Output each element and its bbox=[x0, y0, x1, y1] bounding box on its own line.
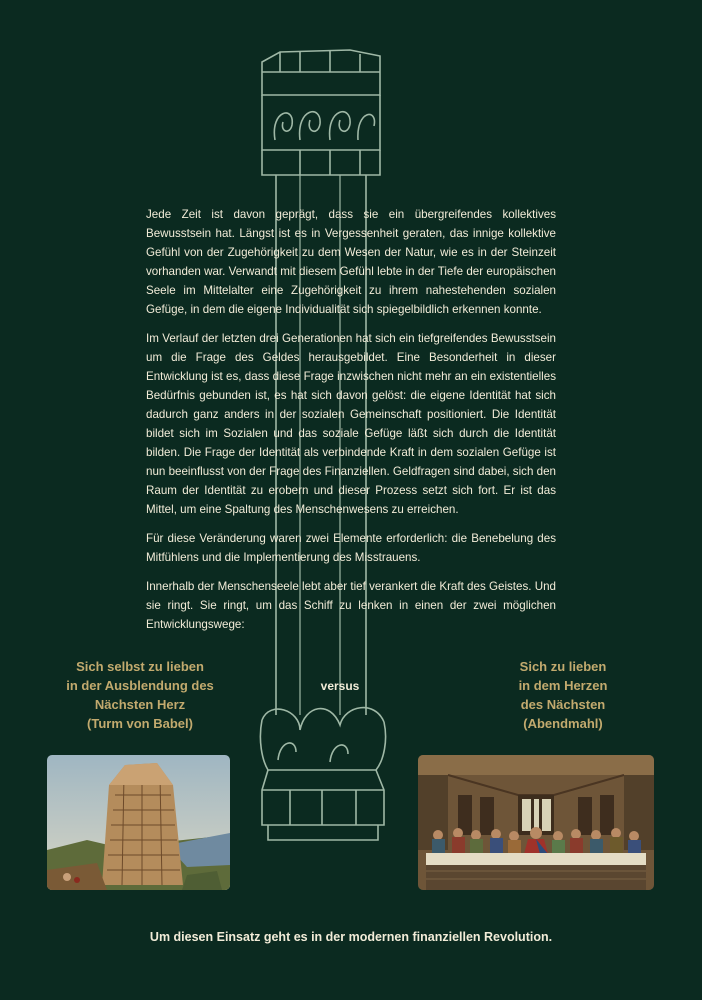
right-path-caption bbox=[468, 657, 658, 733]
right-caption-line: Sich zu lieben bbox=[519, 659, 607, 674]
footer-statement: Um diesen Einsatz geht es in der modernen finanziellen Revolution. bbox=[149, 930, 553, 944]
versus-label: versus bbox=[320, 679, 360, 693]
last-supper-image bbox=[418, 755, 654, 890]
paragraph-3: Für diese Veränderung waren zwei Elemente erforderlich: die Benebelung des Mitfühlens und die Implementierung des Misstrauens. bbox=[146, 532, 556, 564]
left-caption-line: (Turm von Babel) bbox=[87, 716, 193, 731]
left-caption-line: Sich selbst zu lieben bbox=[76, 659, 204, 674]
capital-top-abacus bbox=[262, 50, 380, 95]
left-caption-line: Nächsten Herz bbox=[94, 697, 186, 712]
tower-of-babel-image bbox=[47, 755, 230, 890]
capital-ornament bbox=[262, 95, 380, 150]
right-caption-line: (Abendmahl) bbox=[523, 716, 603, 731]
left-caption-line: in der Ausblendung des bbox=[66, 678, 214, 693]
right-caption-line: in dem Herzen bbox=[518, 678, 608, 693]
essay-body bbox=[146, 205, 556, 644]
paragraph-2: Im Verlauf der letzten drei Generationen hat sich ein tiefgreifendes Bewusstsein um die Frage des Geldes herausgebildet. Eine Besonderheit in dieser Entwicklung ist es, dass diese Frage inzwischen nicht mehr an ein existentielles Bedürfnis gebunden ist, es hat sich davon gelöst: die eigene Identität hat sich dadurch ganz anders in der sozialen Gemeinschaft positioniert. Die Identität bildet sich im Sozialen und das soziale Gefüge läßt sich durch die Identität bilden. Die Frage der Identität als verbindende Kraft in dem sozialen Gefüge ist nun beeinflusst von der Frage des Finanziellen. Geldfragen sind dabei, sich den Raum der Identität zu erobern und dieser Prozess setzt sich fort. Er ist das Mittel, um eine Spaltung des Menschenwesens zu erreichen. bbox=[146, 332, 556, 516]
base-ornament bbox=[262, 708, 384, 730]
left-path-caption bbox=[50, 657, 230, 733]
paragraph-4: Innerhalb der Menschenseele lebt aber tief verankert die Kraft des Geistes. Und sie ringt. Sie ringt, um das Schiff zu lenken in einen der zwei möglichen Entwicklungswege: bbox=[146, 580, 556, 631]
right-caption-line: des Nächsten bbox=[520, 697, 606, 712]
paragraph-1: Jede Zeit ist davon geprägt, dass sie ein übergreifendes kollektives Bewusstsein hat. Längst ist es in Vergessenheit geraten, das innige kollektive Gefühl von der Zugehörigkeit zu dem Wesen der Natur, wie es in der Steinzeit vorhanden war. Verwandt mit diesem Gefühl lebte in der Tiefe der europäischen Seele im Mittelalter eine Zugehörigkeit zu ihrem nahestehenden sozialen Gefüge, in dem die eigene Individualität sich spiegelbildlich erkennen konnte. bbox=[146, 208, 556, 316]
